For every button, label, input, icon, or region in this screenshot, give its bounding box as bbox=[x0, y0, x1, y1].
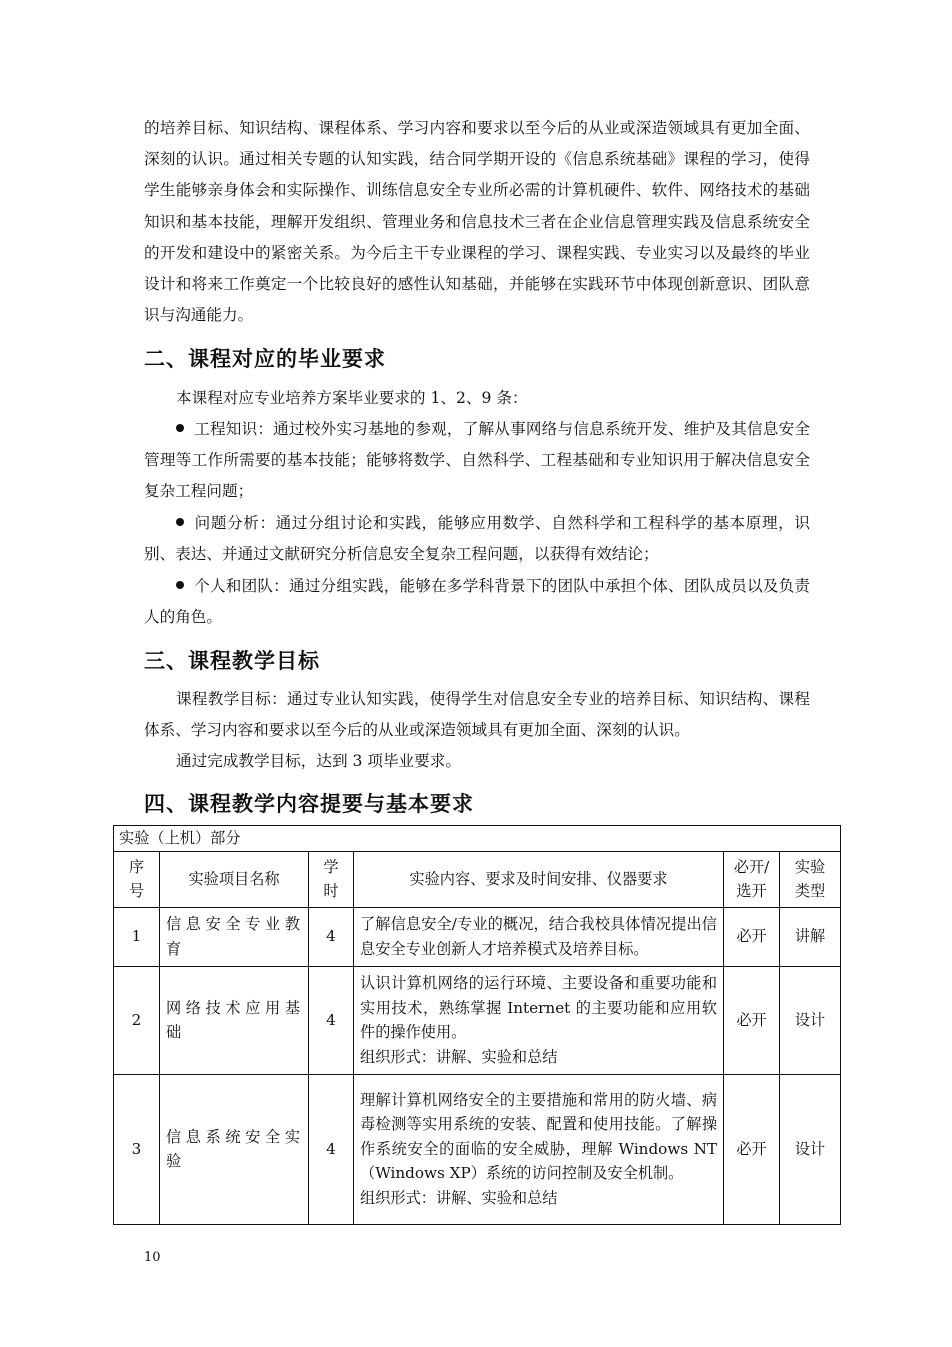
table-row bbox=[114, 966, 841, 1074]
cell-hours: 4 bbox=[309, 1074, 354, 1224]
intro-paragraph: 的培养目标、知识结构、课程体系、学习内容和要求以至今后的从业或深造领域具有更加全面、深刻的认识。通过相关专题的认知实践，结合同学期开设的《信息系统基础》课程的学习，使得学生能够亲身体会和实际操作、训练信息安全专业所必需的计算机硬件、软件、网络技术的基础知识和基本技能，理解开发组织、管理业务和信息技术三者在企业信息管理实践及信息系统安全的开发和建设中的紧密关系。为今后主干专业课程的学习、课程实践、专业实习以及最终的毕业设计和将来工作奠定一个比较良好的感性认知基础，并能够在实践环节中体现创新意识、团队意识与沟通能力。 bbox=[144, 119, 810, 325]
section-4-heading: 四、课程教学内容提要与基本要求 bbox=[144, 792, 474, 816]
cell-type: 设计 bbox=[780, 1074, 841, 1224]
header-name: 实验项目名称 bbox=[160, 851, 309, 907]
cell-content bbox=[354, 1074, 724, 1224]
section-3-paragraph-2: 通过完成教学目标，达到 3 项毕业要求。 bbox=[176, 752, 461, 770]
table-caption: 实验（上机）部分 bbox=[114, 826, 841, 852]
cell-required: 必开 bbox=[724, 966, 780, 1074]
section-3-heading: 三、课程教学目标 bbox=[144, 649, 320, 673]
cell-content-text: 认识计算机网络的运行环境、主要设备和重要功能和实用技术，熟练掌握 Internet 的主要功能和应用软件的操作使用。 bbox=[360, 974, 717, 1041]
header-no: 序 号 bbox=[114, 851, 160, 907]
cell-org-text: 组织形式：讲解、实验和总结 bbox=[360, 1188, 558, 1207]
cell-name: 信息安全专业教育 bbox=[160, 907, 309, 966]
cell-no: 2 bbox=[114, 966, 160, 1074]
bullet-icon bbox=[176, 518, 184, 526]
header-type: 实验 类型 bbox=[780, 851, 841, 907]
experiment-table bbox=[113, 825, 841, 1225]
bullet-icon bbox=[176, 424, 184, 432]
table-row bbox=[114, 907, 841, 966]
section-2-heading: 二、课程对应的毕业要求 bbox=[144, 347, 386, 371]
cell-hours: 4 bbox=[309, 907, 354, 966]
section-2-lead: 本课程对应专业培养方案毕业要求的 1、2、9 条： bbox=[176, 389, 528, 407]
bullet-text: 个人和团队：通过分组实践，能够在多学科背景下的团队中承担个体、团队成员以及负责人的角色。 bbox=[144, 577, 810, 627]
header-content: 实验内容、要求及时间安排、仪器要求 bbox=[354, 851, 724, 907]
table-header-row bbox=[114, 851, 841, 907]
cell-content: 了解信息安全/专业的概况，结合我校具体情况提出信息安全专业创新人才培养模式及培养目标。 bbox=[354, 907, 724, 966]
cell-type: 设计 bbox=[780, 966, 841, 1074]
section-3-paragraph-1: 课程教学目标：通过专业认知实践，使得学生对信息安全专业的培养目标、知识结构、课程体系、学习内容和要求以至今后的从业或深造领域具有更加全面、深刻的认识。 bbox=[144, 690, 810, 740]
cell-hours: 4 bbox=[309, 966, 354, 1074]
table-row bbox=[114, 1074, 841, 1224]
section-2-bullet-3 bbox=[144, 571, 810, 633]
cell-name: 网络技术应用基础 bbox=[160, 966, 309, 1074]
bullet-icon bbox=[176, 581, 184, 589]
cell-name: 信息系统安全实验 bbox=[160, 1074, 309, 1224]
section-2-bullet-2 bbox=[144, 508, 810, 570]
cell-required: 必开 bbox=[724, 907, 780, 966]
bullet-text: 问题分析：通过分组讨论和实践，能够应用数学、自然科学和工程科学的基本原理，识别、表达、并通过文献研究分析信息安全复杂工程问题，以获得有效结论； bbox=[144, 514, 810, 564]
cell-content bbox=[354, 966, 724, 1074]
cell-no: 3 bbox=[114, 1074, 160, 1224]
header-hours: 学 时 bbox=[309, 851, 354, 907]
header-required: 必开/ 选开 bbox=[724, 851, 780, 907]
section-2-bullet-1 bbox=[144, 414, 810, 508]
cell-required: 必开 bbox=[724, 1074, 780, 1224]
page-number: 10 bbox=[144, 1250, 161, 1265]
bullet-text: 工程知识：通过校外实习基地的参观，了解从事网络与信息系统开发、维护及其信息安全管理等工作所需要的基本技能；能够将数学、自然科学、工程基础和专业知识用于解决信息安全复杂工程问题； bbox=[144, 420, 810, 501]
cell-type: 讲解 bbox=[780, 907, 841, 966]
cell-content-text: 理解计算机网络安全的主要措施和常用的防火墙、病毒检测等实用系统的安装、配置和使用技能。了解操作系统安全的面临的安全威胁，理解 Windows NT（Windows XP）系统的访问控制及安全机制。 bbox=[360, 1090, 717, 1183]
cell-no: 1 bbox=[114, 907, 160, 966]
cell-org-text: 组织形式：讲解、实验和总结 bbox=[360, 1047, 558, 1066]
